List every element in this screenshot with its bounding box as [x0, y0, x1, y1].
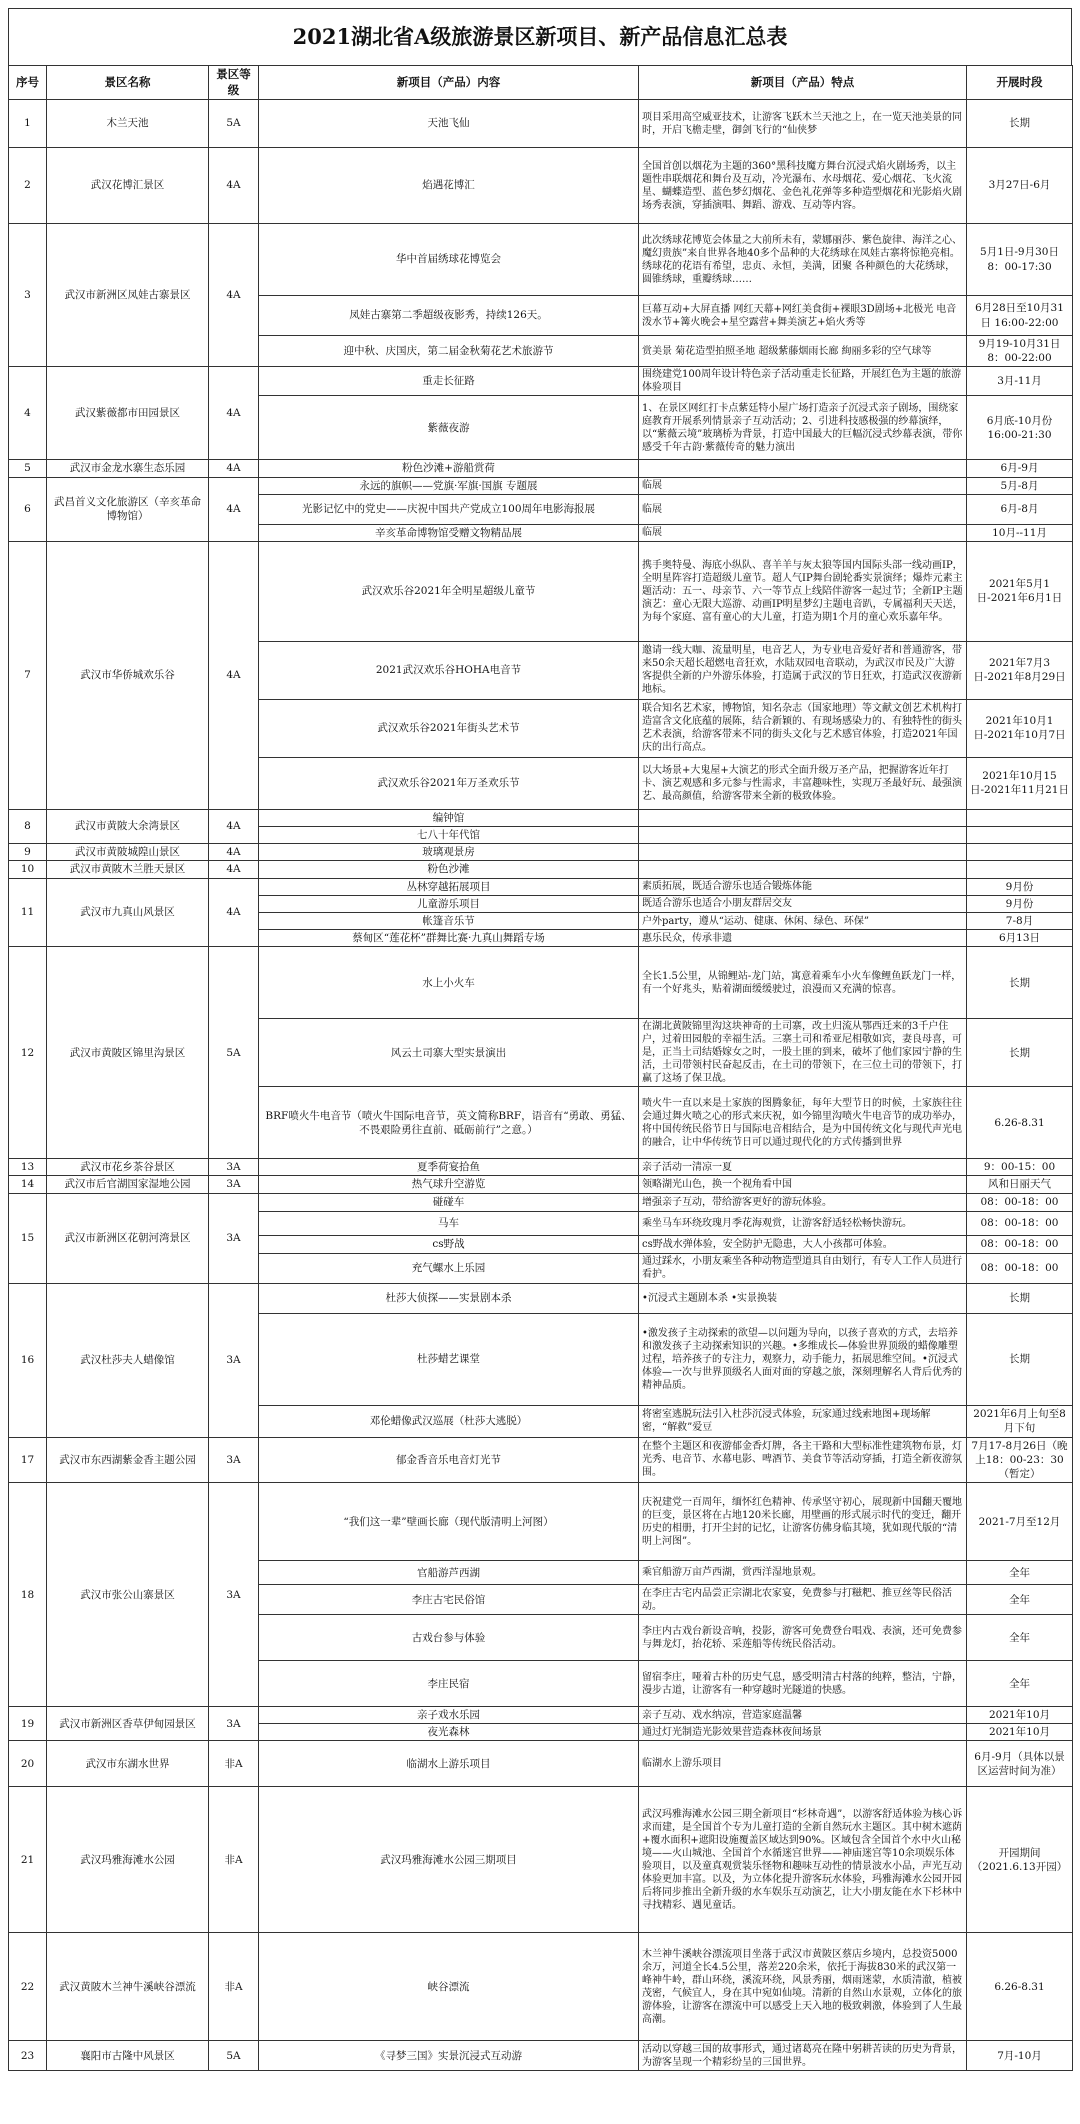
project-feature-cell: 1、在景区网红打卡点紫廷特小屋广场打造亲子沉浸式亲子剧场，围绕家庭教育开展系列情景亲子互动活动；2、引进科技感极强的纱幕演绎，以“紫薇云境”玻璃桥为背景，打造中国最大的巨幅沉浸式纱幕表演，带你感受千年古韵·紫薇传奇的魅力演出	[639, 396, 967, 460]
period-cell: 2021年5月1日-2021年6月1日	[967, 541, 1073, 641]
scenic-name-cell: 武汉市张公山寨景区	[47, 1483, 209, 1707]
level-cell: 4A	[209, 224, 259, 367]
project-feature-cell: 此次绣球花博览会体量之大前所未有，蒙娜丽莎、紫色旋律、海洋之心、魔幻贵族”来自世界各地40多个品种的大花绣球在凤娃古寨将惊艳亮相。绣球花的花语有希望，忠贞、永恒，美满，团聚 各种颜色的大花绣球，圆锥绣球，重瓣绣球……	[639, 224, 967, 296]
project-feature-cell: 木兰神牛溪峡谷漂流项目坐落于武汉市黄陂区蔡店乡境内，总投资5000余万，河道全长4.5公里，落差220余米，依托于海拔830米的武汉第一峰神牛岭，群山环绕，溪流环绕，风景秀丽，烟雨迷蒙，水质清澈，植被茂密，气候宜人，身在其中宛如仙境。清新的自然山水景观，立体化的旅游体验，让游客在漂流中可以感受上天入地的极致刺激，体验到了人生最高潮。	[639, 1933, 967, 2041]
period-cell: 08：00-18：00	[967, 1253, 1073, 1283]
project-feature-cell: 通过灯光制造光影效果营造森林夜间场景	[639, 1724, 967, 1741]
period-cell: 开园期间（2021.6.13开园）	[967, 1787, 1073, 1933]
period-cell: 9月份	[967, 878, 1073, 895]
table-row	[9, 1437, 1073, 1483]
header-cell: 景区等级	[209, 66, 259, 100]
level-cell: 4A	[209, 148, 259, 224]
scenic-name-cell: 武汉市东湖水世界	[47, 1741, 209, 1787]
period-cell: 7-8月	[967, 912, 1073, 929]
project-feature-cell: 项目采用高空威亚技术，让游客飞跃木兰天池之上，在一览天池美景的同时，开启飞檐走壁，御剑飞行的“仙侠梦	[639, 100, 967, 148]
period-cell: 长期	[967, 947, 1073, 1019]
project-feature-cell: 临展	[639, 477, 967, 494]
project-feature-cell: 临湖水上游乐项目	[639, 1741, 967, 1787]
row-number-cell: 1	[9, 100, 47, 148]
project-name-cell: 郁金香音乐电音灯光节	[259, 1437, 639, 1483]
table-row	[9, 861, 1073, 878]
period-cell: 2021年10月	[967, 1724, 1073, 1741]
row-number-cell: 21	[9, 1787, 47, 1933]
period-cell: 风和日丽天气	[967, 1176, 1073, 1193]
project-feature-cell: 武汉玛雅海滩水公园三期全新项目“杉林奇遇”，以游客舒适体验为核心诉求而建，是全国首个专为儿童打造的全新自然玩水主题区。其中树木遮荫+覆水面积+遮阳设施覆盖区域达到90%。区域包含全国首个水中火山秘境——火山城池、全国首个水循迷宫世界——神庙迷宫等10余项娱乐体验项目，以及童真观赏装乐怪物和趣味互动性的情景波水小品，声光互动体验更加丰富。以及，为立体化提升游客玩水体验，玛雅海滩水公园开园后将同步推出全新升级的水车娱乐互动演艺，让大小朋友能在水下杉林中寻找精彩、遇见童话。	[639, 1787, 967, 1933]
period-cell: 6月-9月（具体以景区运营时间为准）	[967, 1741, 1073, 1787]
table-row	[9, 809, 1073, 826]
period-cell: 长期	[967, 1019, 1073, 1087]
row-number-cell: 19	[9, 1707, 47, 1741]
period-cell: 6月-9月	[967, 460, 1073, 477]
row-number-cell: 11	[9, 878, 47, 947]
project-feature-cell: cs野战水弹体验，安全防护无隐患，大人小孩都可体验。	[639, 1235, 967, 1253]
level-cell: 4A	[209, 460, 259, 477]
period-cell: 6月28日至10月31日 16:00-22:00	[967, 296, 1073, 336]
header-cell: 开展时段	[967, 66, 1073, 100]
project-name-cell: 马车	[259, 1211, 639, 1235]
row-number-cell: 9	[9, 844, 47, 861]
table-row	[9, 148, 1073, 224]
project-name-cell: 临湖水上游乐项目	[259, 1741, 639, 1787]
table-row	[9, 100, 1073, 148]
period-cell: 长期	[967, 1283, 1073, 1313]
project-feature-cell: 全国首创以烟花为主题的360°黑科技魔方舞台沉浸式焰火剧场秀，以主题性串联烟花和舞台及互动，冷光瀑布、水母烟花、爱心烟花、飞火流星、蝴蝶造型、蓝色梦幻烟花、金色礼花弹等多种造型烟花和光影焰火剧场秀表演，穿插演唱、舞蹈、游戏、互动等内容。	[639, 148, 967, 224]
project-name-cell: 帐篷音乐节	[259, 912, 639, 929]
project-name-cell: 夜光森林	[259, 1724, 639, 1741]
level-cell: 4A	[209, 541, 259, 809]
project-name-cell: 凤娃古寨第二季超级夜影秀，持续126天。	[259, 296, 639, 336]
table-row	[9, 477, 1073, 494]
header-cell: 新项目（产品）特点	[639, 66, 967, 100]
project-name-cell: 武汉欢乐谷2021年全明星超级儿童节	[259, 541, 639, 641]
period-cell: 6月-8月	[967, 494, 1073, 524]
scenic-name-cell: 武汉市新洲区花朝河湾景区	[47, 1193, 209, 1283]
scenic-name-cell: 武汉市新洲区香草伊甸园景区	[47, 1707, 209, 1741]
project-name-cell: 杜莎蜡艺课堂	[259, 1313, 639, 1405]
row-number-cell: 4	[9, 367, 47, 460]
project-name-cell: 玻璃观景房	[259, 844, 639, 861]
level-cell: 3A	[209, 1283, 259, 1437]
project-feature-cell: 户外party，遵从“运动、健康、休闲、绿色、环保”	[639, 912, 967, 929]
period-cell: 6.26-8.31	[967, 1087, 1073, 1159]
project-feature-cell: 增强亲子互动，带给游客更好的游玩体验。	[639, 1193, 967, 1211]
project-feature-cell: 既适合游乐也适合小朋友群居交友	[639, 895, 967, 912]
project-feature-cell: 亲子活动一清凉一夏	[639, 1159, 967, 1176]
period-cell: 全年	[967, 1615, 1073, 1661]
project-feature-cell: •激发孩子主动探索的欲望—以问题为导向，以孩子喜欢的方式，去培养和激发孩子主动探索知识的兴趣。•多维成长—体验世界顶级的蜡像雕塑过程，培养孩子的专注力，观察力，动手能力，拓展思维空间。•沉浸式体验—一次与世界顶级名人面对面的穿越之旅，深刻理解名人背后优秀的精神品质。	[639, 1313, 967, 1405]
row-number-cell: 18	[9, 1483, 47, 1707]
level-cell: 3A	[209, 1176, 259, 1193]
sheet-title: 2021湖北省A级旅游景区新项目、新产品信息汇总表	[8, 8, 1072, 65]
table-row	[9, 1741, 1073, 1787]
project-name-cell: 丛林穿越拓展项目	[259, 878, 639, 895]
project-feature-cell: 庆祝建党一百周年，缅怀红色精神、传承坚守初心，展现新中国翻天覆地的巨变，景区将在占地120米长廊，用壁画的形式展示时代的变迁，翻开历史的相册，打开尘封的记忆，让游客仿佛身临其境，犹如现代版的“清明上河图”。	[639, 1483, 967, 1561]
project-name-cell: 粉色沙滩+游船赏荷	[259, 460, 639, 477]
period-cell	[967, 809, 1073, 826]
table-body	[9, 100, 1073, 2071]
period-cell: 9月份	[967, 895, 1073, 912]
project-name-cell: 粉色沙滩	[259, 861, 639, 878]
level-cell: 4A	[209, 878, 259, 947]
project-name-cell: 永远的旗帜——党旗·军旗·国旗 专题展	[259, 477, 639, 494]
scenic-name-cell: 武汉市黄陂城隍山景区	[47, 844, 209, 861]
scenic-name-cell: 武汉紫薇都市田园景区	[47, 367, 209, 460]
project-feature-cell	[639, 861, 967, 878]
table-row	[9, 947, 1073, 1019]
row-number-cell: 8	[9, 809, 47, 843]
header-cell: 序号	[9, 66, 47, 100]
table-row	[9, 1159, 1073, 1176]
project-name-cell: 光影记忆中的党史——庆祝中国共产党成立100周年电影海报展	[259, 494, 639, 524]
project-name-cell: 2021武汉欢乐谷HOHA电音节	[259, 641, 639, 699]
period-cell: 全年	[967, 1585, 1073, 1615]
period-cell: 5月-8月	[967, 477, 1073, 494]
project-name-cell: 重走长征路	[259, 367, 639, 396]
project-feature-cell: 亲子互动、戏水纳凉，营造家庭温馨	[639, 1707, 967, 1724]
row-number-cell: 5	[9, 460, 47, 477]
project-name-cell: 蔡甸区“莲花杯”群舞比赛·九真山舞蹈专场	[259, 930, 639, 947]
level-cell: 非A	[209, 1741, 259, 1787]
row-number-cell: 10	[9, 861, 47, 878]
period-cell	[967, 844, 1073, 861]
scenic-name-cell: 武汉市黄陂大余湾景区	[47, 809, 209, 843]
project-name-cell: 武汉欢乐谷2021年万圣欢乐节	[259, 757, 639, 809]
period-cell	[967, 827, 1073, 844]
period-cell: 9月19-10月31日 8：00-22:00	[967, 336, 1073, 367]
level-cell: 5A	[209, 2041, 259, 2071]
period-cell: 2021-7月至12月	[967, 1483, 1073, 1561]
scenic-name-cell: 武汉市后官湖国家湿地公园	[47, 1176, 209, 1193]
row-number-cell: 3	[9, 224, 47, 367]
scenic-name-cell: 武昌首义文化旅游区（辛亥革命博物馆）	[47, 477, 209, 541]
level-cell: 5A	[209, 947, 259, 1159]
project-name-cell: 李庄古宅民俗馆	[259, 1585, 639, 1615]
project-feature-cell	[639, 809, 967, 826]
project-name-cell: 编钟馆	[259, 809, 639, 826]
level-cell: 3A	[209, 1483, 259, 1707]
scenic-name-cell: 襄阳市古隆中风景区	[47, 2041, 209, 2071]
table-row	[9, 1483, 1073, 1561]
period-cell: 6月13日	[967, 930, 1073, 947]
row-number-cell: 15	[9, 1193, 47, 1283]
project-name-cell: 华中首届绣球花博览会	[259, 224, 639, 296]
row-number-cell: 13	[9, 1159, 47, 1176]
scenic-name-cell: 武汉杜莎夫人蜡像馆	[47, 1283, 209, 1437]
project-feature-cell: 全长1.5公里，从锦鲤站-龙门站，寓意着乘车小火车像鲤鱼跃龙门一样，有一个好兆头，贴着湖面缓缓驶过，浪漫而又充满的惊喜。	[639, 947, 967, 1019]
level-cell: 非A	[209, 1933, 259, 2041]
project-name-cell: 辛亥革命博物馆受赠文物精品展	[259, 524, 639, 541]
level-cell: 4A	[209, 844, 259, 861]
project-feature-cell: 在湖北黄陂锦里沟这块神奇的土司寨，改土归流从鄂西迁来的3千户住户，过着田园般的幸福生活。三寨土司和希亚尼相敬如宾，妻良母喜，可是，正当土司结婚嫁女之时，一股土匪的到来，破坏了他们家园宁静的生活，土司带领村民奋起反击，在土司的带领下，在三位土司的带领下，打赢了这场了保卫战。	[639, 1019, 967, 1087]
project-name-cell: 热气球升空游览	[259, 1176, 639, 1193]
row-number-cell: 22	[9, 1933, 47, 2041]
scenic-name-cell: 武汉花博汇景区	[47, 148, 209, 224]
project-feature-cell: 在整个主题区和夜游郁金香灯牌，各主干路和大型标准性建筑物布景，灯光秀、电音节、水幕电影、啤酒节、美食节等活动穿插，打造全新夜游氛围。	[639, 1437, 967, 1483]
table-row	[9, 1787, 1073, 1933]
project-name-cell: BRF喷火牛电音节（喷火牛国际电音节，英文简称BRF，语音有“勇敢、勇猛、不畏艰险勇往直前、砥砺前行”之意。）	[259, 1087, 639, 1159]
period-cell: 08：00-18：00	[967, 1235, 1073, 1253]
row-number-cell: 17	[9, 1437, 47, 1483]
row-number-cell: 12	[9, 947, 47, 1159]
project-feature-cell: 临展	[639, 524, 967, 541]
project-name-cell: 紫薇夜游	[259, 396, 639, 460]
project-name-cell: cs野战	[259, 1235, 639, 1253]
level-cell: 3A	[209, 1159, 259, 1176]
project-feature-cell: 以大场景+大鬼屋+大演艺的形式全面升级万圣产品，把握游客近年打卡、演艺观感和多元参与性需求，丰富趣味性，实现万圣最好玩、最强演艺、最高颜值，给游客带来全新的极致体验。	[639, 757, 967, 809]
project-name-cell: 七八十年代馆	[259, 827, 639, 844]
project-table	[8, 65, 1073, 2071]
level-cell: 4A	[209, 809, 259, 843]
project-feature-cell: 领略湖光山色，换一个视角看中国	[639, 1176, 967, 1193]
table-row	[9, 1193, 1073, 1211]
project-name-cell: 碰碰车	[259, 1193, 639, 1211]
period-cell: 9：00-15：00	[967, 1159, 1073, 1176]
level-cell: 4A	[209, 367, 259, 460]
project-name-cell: 古戏台参与体验	[259, 1615, 639, 1661]
period-cell	[967, 861, 1073, 878]
header-row	[9, 66, 1073, 100]
table-row	[9, 224, 1073, 296]
period-cell: 长期	[967, 100, 1073, 148]
level-cell: 3A	[209, 1437, 259, 1483]
scenic-name-cell: 武汉市黄陂区锦里沟景区	[47, 947, 209, 1159]
scenic-name-cell: 武汉市花乡茶谷景区	[47, 1159, 209, 1176]
period-cell: 2021年10月	[967, 1707, 1073, 1724]
row-number-cell: 2	[9, 148, 47, 224]
project-feature-cell: 围绕建党100周年设计特色亲子活动重走长征路，开展红色为主题的旅游体验项目	[639, 367, 967, 396]
project-feature-cell: 携手奥特曼、海底小纵队、喜羊羊与灰太狼等国内国际头部一线动画IP，全明星阵容打造超级儿童节。超人气IP舞台剧轮番实景演绎；爆炸元素主题活动：五一、母亲节、六一等节点上线陪伴游客一起过节；全新IP主题演艺：童心无限大巡游、动画IP明星梦幻主题电音趴，专属福利天天送，为每个家庭、富有童心的大儿童，打造为期1个月的童心欢乐嘉年华。	[639, 541, 967, 641]
level-cell: 5A	[209, 100, 259, 148]
period-cell: 6月底-10月份 16:00-21:30	[967, 396, 1073, 460]
period-cell: 2021年7月3日-2021年8月29日	[967, 641, 1073, 699]
level-cell: 非A	[209, 1787, 259, 1933]
scenic-name-cell: 武汉市黄陂木兰胜天景区	[47, 861, 209, 878]
scenic-name-cell: 武汉市新洲区凤娃古寨景区	[47, 224, 209, 367]
scenic-name-cell: 武汉玛雅海滩水公园	[47, 1787, 209, 1933]
period-cell: 2021年6月上旬至8月下旬	[967, 1405, 1073, 1437]
project-feature-cell: 李庄内古戏台新设音响，投影，游客可免费登台唱戏、表演，还可免费参与舞龙灯，抬花轿、采莲船等传统民俗活动。	[639, 1615, 967, 1661]
level-cell: 4A	[209, 477, 259, 541]
header-cell: 景区名称	[47, 66, 209, 100]
project-name-cell: 亲子戏水乐园	[259, 1707, 639, 1724]
project-name-cell: 官船游芦西湖	[259, 1561, 639, 1585]
project-feature-cell	[639, 460, 967, 477]
scenic-name-cell: 木兰天池	[47, 100, 209, 148]
table-row	[9, 1933, 1073, 2041]
period-cell: 7月-10月	[967, 2041, 1073, 2071]
table-row	[9, 1176, 1073, 1193]
project-name-cell: 焰遇花博汇	[259, 148, 639, 224]
project-feature-cell: 惠乐民众，传承非遗	[639, 930, 967, 947]
period-cell: 全年	[967, 1561, 1073, 1585]
period-cell: 3月27日-6月	[967, 148, 1073, 224]
project-feature-cell: 巨幕互动+大屏直播 网红天幕+网红美食街+裸眼3D剧场+北极光 电音泼水节+篝火晚会+星空露营+舞美演艺+焰火秀等	[639, 296, 967, 336]
period-cell: 长期	[967, 1313, 1073, 1405]
table-row	[9, 2041, 1073, 2071]
level-cell: 4A	[209, 861, 259, 878]
table-row	[9, 367, 1073, 396]
project-name-cell: 杜莎大侦探——实景剧本杀	[259, 1283, 639, 1313]
project-name-cell: “我们这一辈”壁画长廊（现代版清明上河图）	[259, 1483, 639, 1561]
project-feature-cell: 临展	[639, 494, 967, 524]
project-feature-cell: 在李庄古宅内品尝正宗湖北农家宴，免费参与打糍粑、推豆丝等民俗活动。	[639, 1585, 967, 1615]
period-cell: 08：00-18：00	[967, 1211, 1073, 1235]
period-cell: 08：00-18：00	[967, 1193, 1073, 1211]
period-cell: 全年	[967, 1661, 1073, 1707]
table-row	[9, 541, 1073, 641]
table-row	[9, 878, 1073, 895]
project-name-cell: 风云土司寨大型实景演出	[259, 1019, 639, 1087]
header-cell: 新项目（产品）内容	[259, 66, 639, 100]
period-cell: 10月--11月	[967, 524, 1073, 541]
period-cell: 5月1日-9月30日 8：00-17:30	[967, 224, 1073, 296]
table-row	[9, 1283, 1073, 1313]
project-feature-cell: 通过踩水，小朋友乘坐各种动物造型道具自由划行，有专人工作人员进行看护。	[639, 1253, 967, 1283]
project-name-cell: 水上小火车	[259, 947, 639, 1019]
scenic-name-cell: 武汉黄陂木兰神牛溪峡谷漂流	[47, 1933, 209, 2041]
project-name-cell: 《寻梦三国》实景沉浸式互动游	[259, 2041, 639, 2071]
row-number-cell: 7	[9, 541, 47, 809]
period-cell: 2021年10月15日-2021年11月21日	[967, 757, 1073, 809]
project-feature-cell: 素质拓展，既适合游乐也适合锻炼体能	[639, 878, 967, 895]
period-cell: 7月17-8月26日（晚上18：00-23：30（暂定）	[967, 1437, 1073, 1483]
project-feature-cell: 邀请一线大咖、流量明星，电音艺人，为专业电音爱好者和普通游客，带来50余天超长超燃电音狂欢，水陆双园电音联动，为武汉市民及广大游客提供全新的户外游乐体验，打造属于武汉的节日狂欢，打造武汉夜游新地标。	[639, 641, 967, 699]
table-row	[9, 844, 1073, 861]
row-number-cell: 14	[9, 1176, 47, 1193]
level-cell: 3A	[209, 1193, 259, 1283]
row-number-cell: 16	[9, 1283, 47, 1437]
project-feature-cell: 乘官船游万亩芦西湖，赏西洋湿地景观。	[639, 1561, 967, 1585]
project-feature-cell: 活动以穿越三国的故事形式，通过诸葛亮在隆中躬耕苦读的历史为背景，为游客呈现一个精彩纷呈的三国世界。	[639, 2041, 967, 2071]
level-cell: 3A	[209, 1707, 259, 1741]
summary-sheet	[8, 0, 1072, 2071]
project-name-cell: 儿童游乐项目	[259, 895, 639, 912]
scenic-name-cell: 武汉市九真山风景区	[47, 878, 209, 947]
project-feature-cell: •沉浸式主题剧本杀 •实景换装	[639, 1283, 967, 1313]
row-number-cell: 20	[9, 1741, 47, 1787]
period-cell: 2021年10月1日-2021年10月7日	[967, 699, 1073, 757]
period-cell: 3月-11月	[967, 367, 1073, 396]
project-feature-cell	[639, 844, 967, 861]
project-feature-cell: 留宿李庄，哑着古朴的历史气息，感受明清古村落的纯粹，整洁，宁静，漫步古道，让游客有一种穿越时光隧道的快感。	[639, 1661, 967, 1707]
project-feature-cell	[639, 827, 967, 844]
project-feature-cell: 联合知名艺术家，博物馆，知名杂志（国家地理）等文献文创艺术机构打造富含文化底蕴的展陈，结合新颖的、有现场感染力的、有独特性的街头艺术表演，给游客带来不同的街头文化与艺术感官体验，打造2021年国庆的出行高点。	[639, 699, 967, 757]
table-row	[9, 460, 1073, 477]
project-name-cell: 邓伦蜡像武汉巡展（杜莎大逃脱）	[259, 1405, 639, 1437]
project-name-cell: 天池飞仙	[259, 100, 639, 148]
scenic-name-cell: 武汉市金龙水寨生态乐园	[47, 460, 209, 477]
project-feature-cell: 喷火牛一直以来是土家族的图腾象征，每年大型节日的时候，土家族往往会通过舞火喷之心的形式来庆祝，如今锦里沟喷火牛电音节的成功举办，将中国传统民俗节日与国际电音相结合，是为中国传统文化与现代声光电的融合，让中华传统节日可以通过现代化的方式传播到世界	[639, 1087, 967, 1159]
project-feature-cell: 赏美景 菊花造型拍照圣地 超级紫藤烟雨长廊 絢丽多彩的空气球等	[639, 336, 967, 367]
scenic-name-cell: 武汉市东西湖紫金香主题公园	[47, 1437, 209, 1483]
project-feature-cell: 乘坐马车环绕玫瑰月季花海观赏，让游客舒适轻松畅快游玩。	[639, 1211, 967, 1235]
scenic-name-cell: 武汉市华侨城欢乐谷	[47, 541, 209, 809]
row-number-cell: 6	[9, 477, 47, 541]
project-name-cell: 迎中秋、庆国庆，第二届金秋菊花艺术旅游节	[259, 336, 639, 367]
project-name-cell: 峡谷漂流	[259, 1933, 639, 2041]
project-name-cell: 李庄民宿	[259, 1661, 639, 1707]
project-name-cell: 充气螺水上乐园	[259, 1253, 639, 1283]
project-feature-cell: 将密室逃脱玩法引入杜莎沉浸式体验，玩家通过线索地图+现场解密，“解救”爱豆	[639, 1405, 967, 1437]
row-number-cell: 23	[9, 2041, 47, 2071]
project-name-cell: 夏季荷宴拾鱼	[259, 1159, 639, 1176]
period-cell: 6.26-8.31	[967, 1933, 1073, 2041]
project-name-cell: 武汉玛雅海滩水公园三期项目	[259, 1787, 639, 1933]
project-name-cell: 武汉欢乐谷2021年街头艺术节	[259, 699, 639, 757]
table-row	[9, 1707, 1073, 1724]
